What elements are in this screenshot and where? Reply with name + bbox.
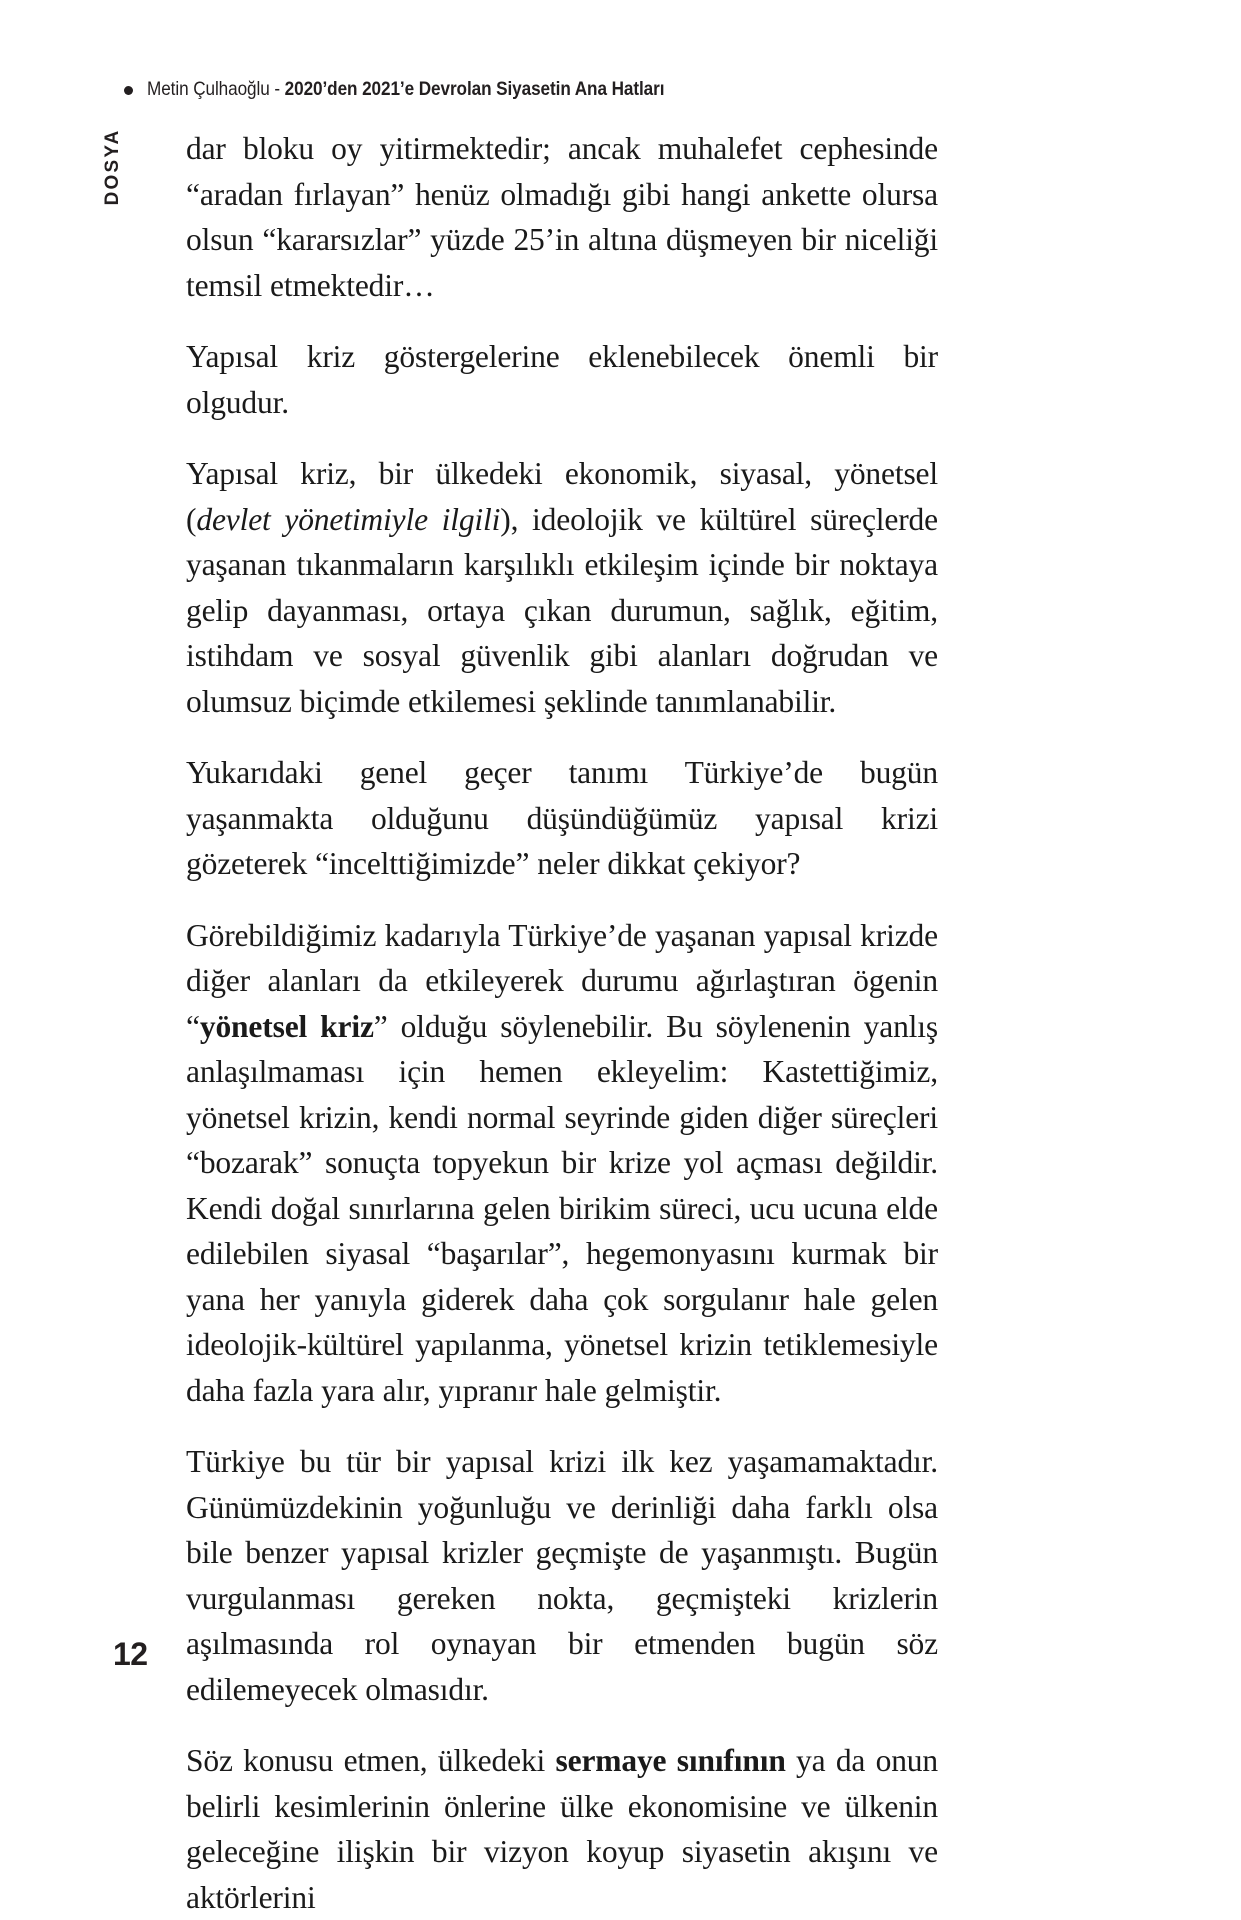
section-tab — [96, 112, 130, 222]
paragraph-p5-gorebildigimiz-kadariyla — [186, 913, 938, 1414]
body-text: ya da onun belirli kesimlerinin önlerine ülke ekonomisine ve ülkenin geleceğine ilişkin bir vizyon koyup siyasetin akışını ve aktörlerini — [186, 1743, 938, 1915]
bullet-icon — [124, 86, 133, 95]
paragraph-p4-yukaridaki-genel-gecer — [186, 750, 938, 887]
emphasis-text: devlet yönetimiyle ilgili — [196, 501, 501, 537]
strong-text: sermaye sınıfının — [555, 1743, 786, 1778]
body-text: Yapısal kriz göstergelerine eklenebilecek önemli bir olgudur. — [186, 339, 938, 420]
body-text-column — [186, 126, 938, 1920]
paragraph-p3-yapisal-kriz-tanimi — [186, 451, 938, 724]
running-head-title: 2020’den 2021’e Devrolan Siyasetin Ana Hatları — [284, 78, 665, 100]
body-text: Yukarıdaki genel geçer tanımı Türkiye’de bugün yaşanmakta olduğunu düşündüğümüz yapısal krizi gözeterek “incelttiğimizde” neler dikkat çekiyor? — [186, 755, 938, 881]
paragraph-p1-continuation — [186, 126, 938, 308]
body-text: ), ideolojik ve kültürel süreçlerde yaşanan tıkanmaların karşılıklı etkileşim içinde bir noktaya gelip dayanması, ortaya çıkan durumun, sağlık, eğitim, istihdam ve sosyal güvenlik gibi alanları doğrudan ve olumsuz biçimde etkilemesi şeklinde tanımlanabilir. — [186, 501, 938, 719]
paragraph-p7-soz-konusu-etmen — [186, 1738, 938, 1920]
strong-text: yönetsel kriz — [199, 1008, 374, 1044]
body-text: Türkiye bu tür bir yapısal krizi ilk kez yaşamamaktadır. Günümüzdekinin yoğunluğu ve derinliği daha farklı olsa bile benzer yapısal krizler geçmişte de yaşanmıştı. Bugün vurgulanması gereken nokta, geçmişteki krizlerin aşılmasında rol oynayan bir etmenden bugün söz edilemeyecek olmasıdır. — [186, 1444, 938, 1707]
body-text: dar bloku oy yitirmektedir; ancak muhalefet cephesinde “aradan fırlayan” henüz olmadığı gibi hangi ankette olursa olsun “kararsızlar” yüzde 25’in altına düşmeyen bir niceliği temsil etmektedir… — [186, 131, 938, 303]
page-number: 12 — [113, 1636, 148, 1672]
running-head — [124, 78, 735, 101]
running-head-text — [147, 78, 664, 101]
paragraph-p6-turkiye-bu-tur-bir-yapisal-krizi — [186, 1439, 938, 1712]
body-text: Görebildiğimiz kadarıyla Türkiye’de yaşanan yapısal krizde diğer alanları da etkileyerek durumu ağırlaştıran ögenin “ — [186, 917, 938, 1044]
paragraph-p2-yapisal-kriz-gostergeleri — [186, 334, 938, 425]
section-tab-label: DOSYA — [102, 128, 123, 206]
body-text: ” olduğu söylenebilir. Bu söylenenin yanlış anlaşılmaması için hemen ekleyelim: Kastettiğimiz, yönetsel krizin, kendi normal seyrinde giden diğer süreçleri “bozarak” sonuçta topyekun bir krize yol açması değildir. Kendi doğal sınırlarına gelen birikim süreci, ucu ucuna elde edilebilen siyasal “başarılar”, hegemonyasını kurmak bir yana her yanıyla giderek daha çok sorgulanır hale gelen ideolojik-kültürel yapılanma, yönetsel krizin tetiklemesiyle daha fazla yara alır, yıpranır hale gelmiştir. — [186, 1008, 938, 1408]
running-head-separator: - — [269, 78, 285, 100]
body-text: Söz konusu etmen, ülkedeki — [186, 1743, 556, 1778]
running-head-author: Metin Çulhaoğlu — [147, 78, 270, 100]
body-text: Yapısal kriz, bir ülkedeki ekonomik, siyasal, yönetsel ( — [186, 456, 938, 537]
